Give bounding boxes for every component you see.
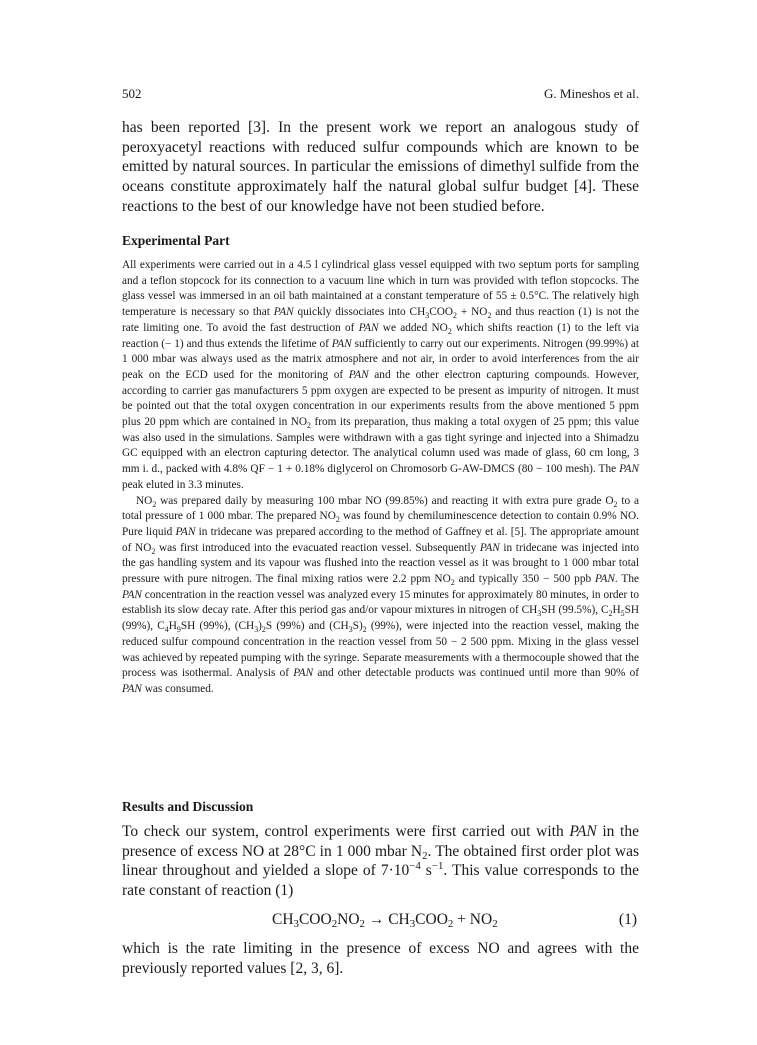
page-number: 502 <box>122 86 142 101</box>
equation-formula: $CH_3COO_2NO_2 \to CH_3COO_2 + NO_2$ <box>272 910 498 930</box>
equation-1 <box>122 911 639 935</box>
running-header <box>122 86 639 102</box>
experimental-section <box>122 233 639 698</box>
running-author: G. Mineshos et al. <box>544 86 639 101</box>
results-paragraph-1: To check our system, control experiments were first carried out with PAN in the presence of excess NO at 28°C in 1 000 mbar $N_2$. The obtained first order plot was linear throughout and yielded a slope of $7\cdot 10^{-4}$ $s^{-1}$. This value corresponds to the rate constant of reaction (1) <box>122 823 640 900</box>
results-section <box>122 799 639 978</box>
results-heading: Results and Discussion <box>122 799 254 814</box>
experimental-paragraph-2: $NO_2$ was prepared daily by measuring 100 mbar NO (99.85%) and reacting it with extra pure grade $O_2$ to a total pressure of 1 000 mbar. The prepared $NO_2$ was found by chemiluminescence detection to contain 0.9% NO. Pure liquid PAN in tridecane was prepared according to the method of Gaffney et al. [5]. The appropriate amount of $NO_2$ was first introduced into the evacuated reaction vessel. Subsequently PAN in tridecane was injected into the gas handling system and its vapour was flushed into the reaction vessel as it was brought to 1 000 mbar total pressure with pure nitrogen. The final mixing ratios were 2.2 ppm $NO_2$ and typically 350 − 500 ppb PAN. The PAN concentration in the reaction vessel was analyzed every 15 minutes for approximately 80 minutes, in order to establish its slow decay rate. After this period gas and/or vapour mixtures in nitrogen of $CH_3SH$ (99.5%), $C_2H_5SH$ (99%), $C_4H_9SH$ (99%), $(CH_3)_2S$ (99%) and $(CH_3S)_2$ (99%), were injected into the reaction vessel, making the reduced sulfur compound concentration in the reaction vessel from 50 − 2 500 ppm. Mixing in the glass vessel was achieved by repeated pumping with the syringe. Separate measurements with a thermocouple showed that the process was isothermal. Analysis of PAN and other detectable products was continued until more than 90% of PAN was consumed. <box>122 494 640 695</box>
results-paragraph-2: which is the rate limiting in the presence of excess NO and agrees with the previously reported values [2, 3, 6]. <box>122 939 639 977</box>
equation-number: (1) <box>618 910 637 928</box>
intro-paragraph: has been reported [3]. In the present work we report an analogous study of peroxyacetyl reactions with reduced sulfur compounds which are known to be emitted by natural sources. In particular the emissions of dimethyl sulfide from the oceans constitute approximately half the natural global sulfur budget [4]. These reactions to the best of our knowledge have not been studied before. <box>122 119 639 215</box>
experimental-heading: Experimental Part <box>122 233 230 248</box>
intro-section <box>122 118 639 217</box>
experimental-paragraph-1: All experiments were carried out in a 4.5 l cylindrical glass vessel equipped with two septum ports for sampling and a teflon stopcock for its connection to a vacuum line which in turn was provided with teflon stopcocks. The glass vessel was immersed in an oil bath maintained at a constant temperature of 55 ± 0.5°C. The relatively high temperature is necessary so that PAN quickly dissociates into $CH_3COO_2 + NO_2$ and thus reaction (1) is not the rate limiting one. To avoid the fast destruction of PAN we added $NO_2$ which shifts reaction (1) to the left via reaction (− 1) and thus extends the lifetime of PAN sufficiently to carry out our experiments. Nitrogen (99.99%) at 1 000 mbar was always used as the matrix atmosphere and not air, in order to avoid interferences from the air peak on the ECD used for the monitoring of PAN and the other electron capturing compounds. However, according to carrier gas manufacturers 5 ppm oxygen are expected to be present as impurity of nitrogen. It must be pointed out that the total oxygen concentration in our experiments results from the above mentioned 5 ppm plus 20 ppm which are contained in $NO_2$ from its preparation, thus making a total oxygen of 25 ppm; this value was also used in the simulations. Samples were withdrawn with a gas tight syringe and injected into a Shimadzu GC equipped with an electron capturing detector. The analytical column used was made of glass, 60 cm long, 3 mm i. d., packed with 4.8% QF − 1 + 0.18% diglycerol on Chromosorb G-AW-DMCS (80 − 100 mesh). The PAN peak eluted in 3.3 minutes. <box>122 259 639 491</box>
